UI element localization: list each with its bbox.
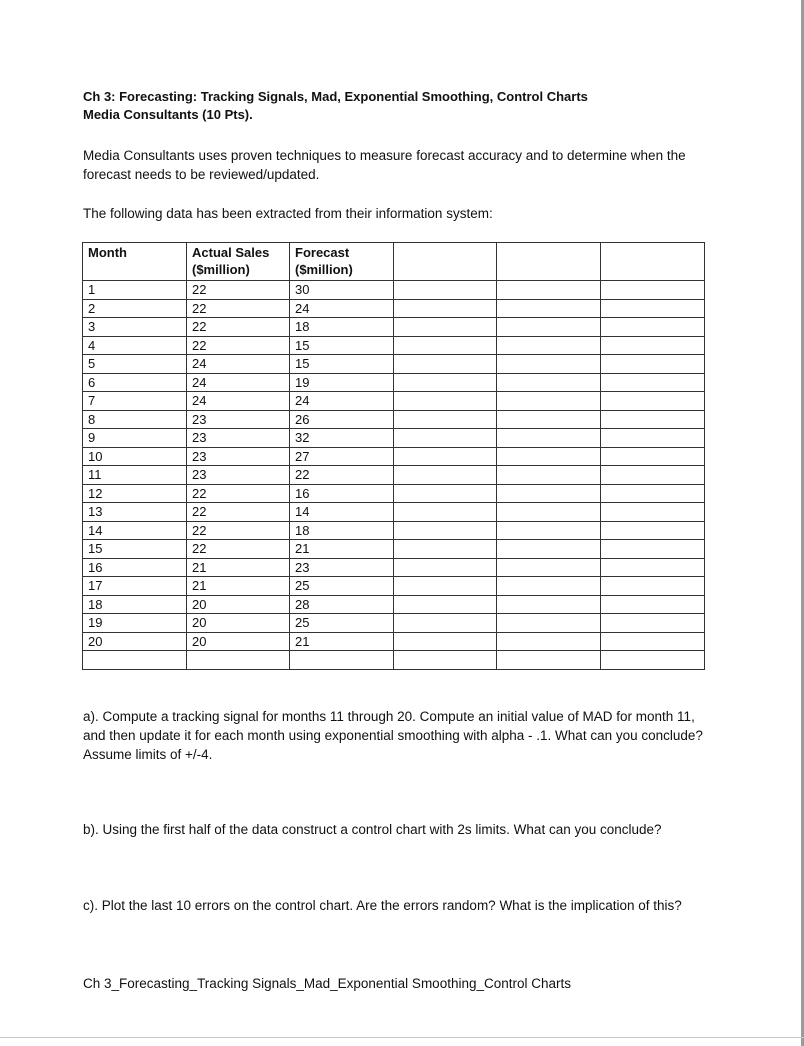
month-cell: 4	[83, 336, 187, 355]
month-cell: 8	[83, 410, 187, 429]
forecast-cell: 22	[290, 466, 394, 485]
empty-cell	[601, 392, 705, 411]
month-cell: 13	[83, 503, 187, 522]
table-lead-text: The following data has been extracted from their information system:	[83, 206, 493, 221]
actual-sales-cell: 23	[187, 466, 290, 485]
forecast-cell: 21	[290, 632, 394, 651]
forecast-cell: 30	[290, 281, 394, 300]
empty-cell	[601, 429, 705, 448]
forecast-cell: 26	[290, 410, 394, 429]
empty-cell	[601, 614, 705, 633]
forecast-cell: 18	[290, 318, 394, 337]
actual-sales-cell: 21	[187, 577, 290, 596]
empty-cell	[394, 429, 497, 448]
question-c: c). Plot the last 10 errors on the control chart. Are the errors random? What is the implication of this?	[83, 898, 682, 913]
table-row	[83, 447, 705, 466]
month-cell: 16	[83, 558, 187, 577]
empty-cell	[497, 521, 601, 540]
actual-sales-cell: 22	[187, 281, 290, 300]
header-month	[83, 243, 187, 281]
actual-sales-cell: 21	[187, 558, 290, 577]
empty-cell	[394, 484, 497, 503]
table-row	[83, 355, 705, 374]
table-row	[83, 429, 705, 448]
actual-sales-cell: 20	[187, 595, 290, 614]
actual-sales-cell: 22	[187, 336, 290, 355]
empty-cell	[497, 595, 601, 614]
sales-forecast-table	[82, 242, 705, 670]
empty-cell	[601, 281, 705, 300]
forecast-cell: 15	[290, 355, 394, 374]
table-header-row	[83, 243, 705, 281]
actual-sales-cell: 24	[187, 373, 290, 392]
month-cell: 6	[83, 373, 187, 392]
empty-cell	[601, 447, 705, 466]
empty-cell	[601, 410, 705, 429]
header-actual-sales-line2: ($million)	[192, 262, 250, 277]
empty-cell	[497, 429, 601, 448]
actual-sales-cell: 23	[187, 447, 290, 466]
empty-cell	[394, 410, 497, 429]
forecast-cell: 25	[290, 614, 394, 633]
month-cell: 5	[83, 355, 187, 374]
empty-cell	[497, 299, 601, 318]
month-cell: 20	[83, 632, 187, 651]
header-empty-col-5	[497, 243, 601, 281]
actual-sales-cell: 24	[187, 355, 290, 374]
question-b: b). Using the first half of the data construct a control chart with 2s limits. What can you conclude?	[83, 822, 662, 837]
scan-edge-bottom	[0, 1037, 804, 1038]
empty-cell	[83, 651, 187, 670]
empty-cell	[601, 484, 705, 503]
empty-cell	[601, 540, 705, 559]
table-row	[83, 318, 705, 337]
table-row	[83, 577, 705, 596]
empty-cell	[394, 614, 497, 633]
table-row	[83, 521, 705, 540]
empty-cell	[497, 447, 601, 466]
forecast-cell: 23	[290, 558, 394, 577]
month-cell: 7	[83, 392, 187, 411]
empty-cell	[497, 355, 601, 374]
actual-sales-cell: 20	[187, 614, 290, 633]
forecast-cell: 18	[290, 521, 394, 540]
table-row	[83, 466, 705, 485]
empty-cell	[601, 651, 705, 670]
header-forecast-line2: ($million)	[295, 262, 353, 277]
empty-cell	[601, 299, 705, 318]
forecast-cell: 19	[290, 373, 394, 392]
empty-cell	[394, 299, 497, 318]
empty-cell	[394, 373, 497, 392]
actual-sales-cell: 22	[187, 484, 290, 503]
empty-cell	[394, 503, 497, 522]
empty-cell	[497, 484, 601, 503]
forecast-cell: 15	[290, 336, 394, 355]
empty-cell	[497, 503, 601, 522]
header-actual-sales-line1: Actual Sales	[192, 245, 270, 260]
month-cell: 19	[83, 614, 187, 633]
header-forecast	[290, 243, 394, 281]
empty-cell	[497, 410, 601, 429]
forecast-cell: 24	[290, 392, 394, 411]
empty-cell	[187, 651, 290, 670]
empty-cell	[394, 447, 497, 466]
empty-cell	[394, 540, 497, 559]
forecast-cell: 25	[290, 577, 394, 596]
forecast-cell: 21	[290, 540, 394, 559]
table-row	[83, 410, 705, 429]
empty-cell	[601, 373, 705, 392]
empty-cell	[497, 373, 601, 392]
header-empty-col-4	[394, 243, 497, 281]
header-forecast-line1: Forecast	[295, 245, 350, 260]
empty-cell	[394, 651, 497, 670]
month-cell: 11	[83, 466, 187, 485]
empty-cell	[497, 558, 601, 577]
page-footer: Ch 3_Forecasting_Tracking Signals_Mad_Exponential Smoothing_Control Charts	[83, 976, 572, 991]
empty-cell	[394, 392, 497, 411]
month-cell: 1	[83, 281, 187, 300]
month-cell: 18	[83, 595, 187, 614]
actual-sales-cell: 23	[187, 429, 290, 448]
month-cell: 2	[83, 299, 187, 318]
table-row	[83, 373, 705, 392]
empty-cell	[497, 540, 601, 559]
forecast-cell: 14	[290, 503, 394, 522]
header-actual-sales	[187, 243, 290, 281]
empty-cell	[497, 577, 601, 596]
table-row	[83, 484, 705, 503]
empty-cell	[394, 632, 497, 651]
empty-cell	[497, 392, 601, 411]
empty-cell	[601, 595, 705, 614]
forecast-cell: 28	[290, 595, 394, 614]
empty-cell	[601, 558, 705, 577]
empty-cell	[601, 466, 705, 485]
empty-cell	[394, 336, 497, 355]
empty-cell	[601, 503, 705, 522]
table-row	[83, 392, 705, 411]
empty-cell	[497, 318, 601, 337]
empty-cell	[290, 651, 394, 670]
table-row	[83, 632, 705, 651]
question-a: a). Compute a tracking signal for months 11 through 20. Compute an initial value of MAD for month 11, and then update it for each month using exponential smoothing with alpha - .1. What can you conclude? Assume limits of +/-4.	[83, 709, 703, 762]
table-row	[83, 503, 705, 522]
empty-cell	[497, 632, 601, 651]
table-row	[83, 281, 705, 300]
month-cell: 9	[83, 429, 187, 448]
forecast-cell: 24	[290, 299, 394, 318]
actual-sales-cell: 22	[187, 521, 290, 540]
empty-cell	[497, 466, 601, 485]
actual-sales-cell: 20	[187, 632, 290, 651]
table-row	[83, 558, 705, 577]
empty-cell	[394, 577, 497, 596]
empty-cell	[497, 281, 601, 300]
month-cell: 12	[83, 484, 187, 503]
empty-cell	[394, 466, 497, 485]
actual-sales-cell: 23	[187, 410, 290, 429]
empty-cell	[601, 632, 705, 651]
month-cell: 14	[83, 521, 187, 540]
empty-cell	[497, 614, 601, 633]
table-row	[83, 595, 705, 614]
table-row	[83, 614, 705, 633]
intro-paragraph: Media Consultants uses proven techniques to measure forecast accuracy and to determine when the forecast needs to be reviewed/updated.	[83, 148, 686, 182]
empty-cell	[394, 521, 497, 540]
header-month-label: Month	[88, 245, 127, 260]
empty-cell	[394, 595, 497, 614]
header-empty-col-6	[601, 243, 705, 281]
empty-cell	[601, 336, 705, 355]
empty-cell	[601, 521, 705, 540]
empty-cell	[601, 318, 705, 337]
table-body	[83, 281, 705, 670]
document-title: Ch 3: Forecasting: Tracking Signals, Mad, Exponential Smoothing, Control Charts	[83, 89, 588, 104]
actual-sales-cell: 24	[187, 392, 290, 411]
month-cell: 15	[83, 540, 187, 559]
empty-cell	[394, 558, 497, 577]
forecast-cell: 27	[290, 447, 394, 466]
empty-cell	[394, 281, 497, 300]
forecast-cell: 16	[290, 484, 394, 503]
document-subtitle: Media Consultants (10 Pts).	[83, 107, 253, 122]
actual-sales-cell: 22	[187, 540, 290, 559]
empty-cell	[394, 355, 497, 374]
table-row	[83, 540, 705, 559]
table-row-empty	[83, 651, 705, 670]
month-cell: 17	[83, 577, 187, 596]
month-cell: 3	[83, 318, 187, 337]
empty-cell	[601, 355, 705, 374]
empty-cell	[497, 336, 601, 355]
month-cell: 10	[83, 447, 187, 466]
table-row	[83, 336, 705, 355]
empty-cell	[601, 577, 705, 596]
forecast-cell: 32	[290, 429, 394, 448]
actual-sales-cell: 22	[187, 299, 290, 318]
actual-sales-cell: 22	[187, 503, 290, 522]
empty-cell	[497, 651, 601, 670]
table-row	[83, 299, 705, 318]
actual-sales-cell: 22	[187, 318, 290, 337]
empty-cell	[394, 318, 497, 337]
